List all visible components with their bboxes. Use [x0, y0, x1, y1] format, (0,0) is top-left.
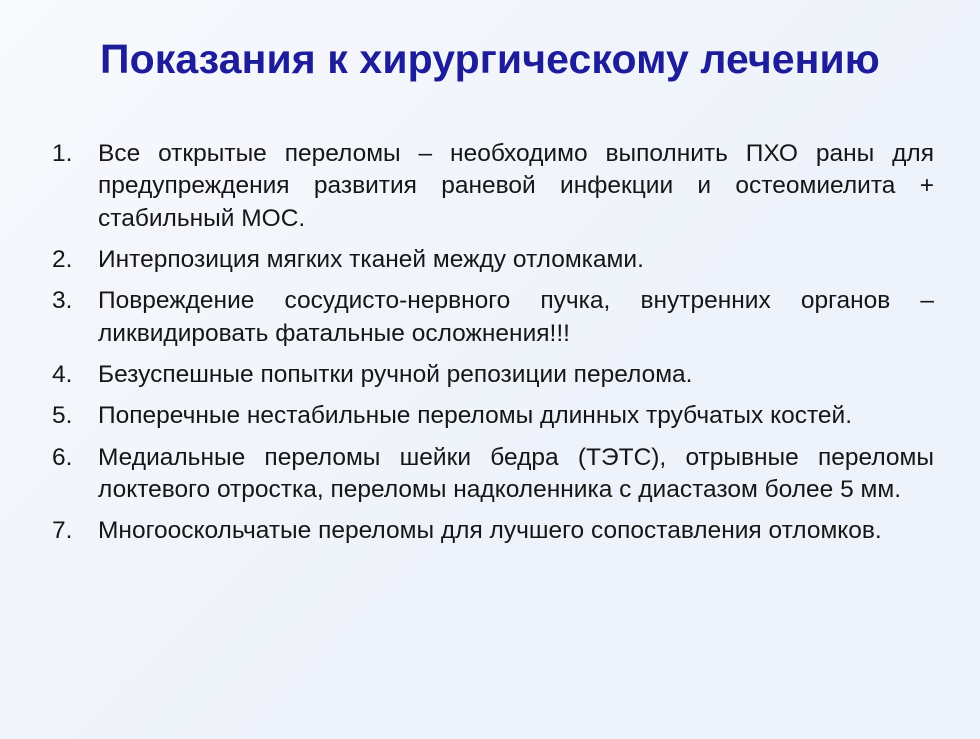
- list-item: [46, 138, 934, 235]
- list-item-number: 6.: [52, 443, 73, 471]
- list-item-number: 4.: [52, 360, 73, 388]
- list-item-text: Повреждение сосудисто-нервного пучка, внутренних органов – ликвидировать фатальные осложнения!!!: [98, 287, 934, 347]
- list-item-text: Поперечные нестабильные переломы длинных трубчатых костей.: [98, 402, 853, 430]
- list-item-text: Интерпозиция мягких тканей между отломками.: [98, 245, 644, 273]
- list-item-text: Многооскольчатые переломы для лучшего сопоставления отломков.: [98, 517, 882, 545]
- list-item-number: 2.: [52, 245, 73, 273]
- list-item-number: 5.: [52, 402, 73, 430]
- list-item-number: 1.: [52, 140, 73, 167]
- list-item-text: Все открытые переломы – необходимо выполнить ПХО раны для предупреждения развития раневой инфекции и остеомиелита + стабильный МОС.: [98, 140, 934, 232]
- list-item: [46, 515, 934, 547]
- list-item-text: Безуспешные попытки ручной репозиции перелома.: [98, 360, 693, 388]
- list-item: [46, 244, 934, 276]
- list-item-number: 7.: [52, 517, 73, 545]
- list-item: [46, 285, 934, 350]
- page-title: Показания к хирургическому лечению: [100, 36, 880, 82]
- list-item-text: Медиальные переломы шейки бедра (ТЭТС), отрывные переломы локтевого отростка, переломы надколенника с диастазом более 5 мм.: [98, 443, 934, 503]
- list-item-number: 3.: [52, 287, 73, 315]
- list-item: [46, 442, 934, 507]
- list-item: [46, 400, 934, 432]
- list-item: [46, 359, 934, 391]
- indications-list: [46, 138, 934, 557]
